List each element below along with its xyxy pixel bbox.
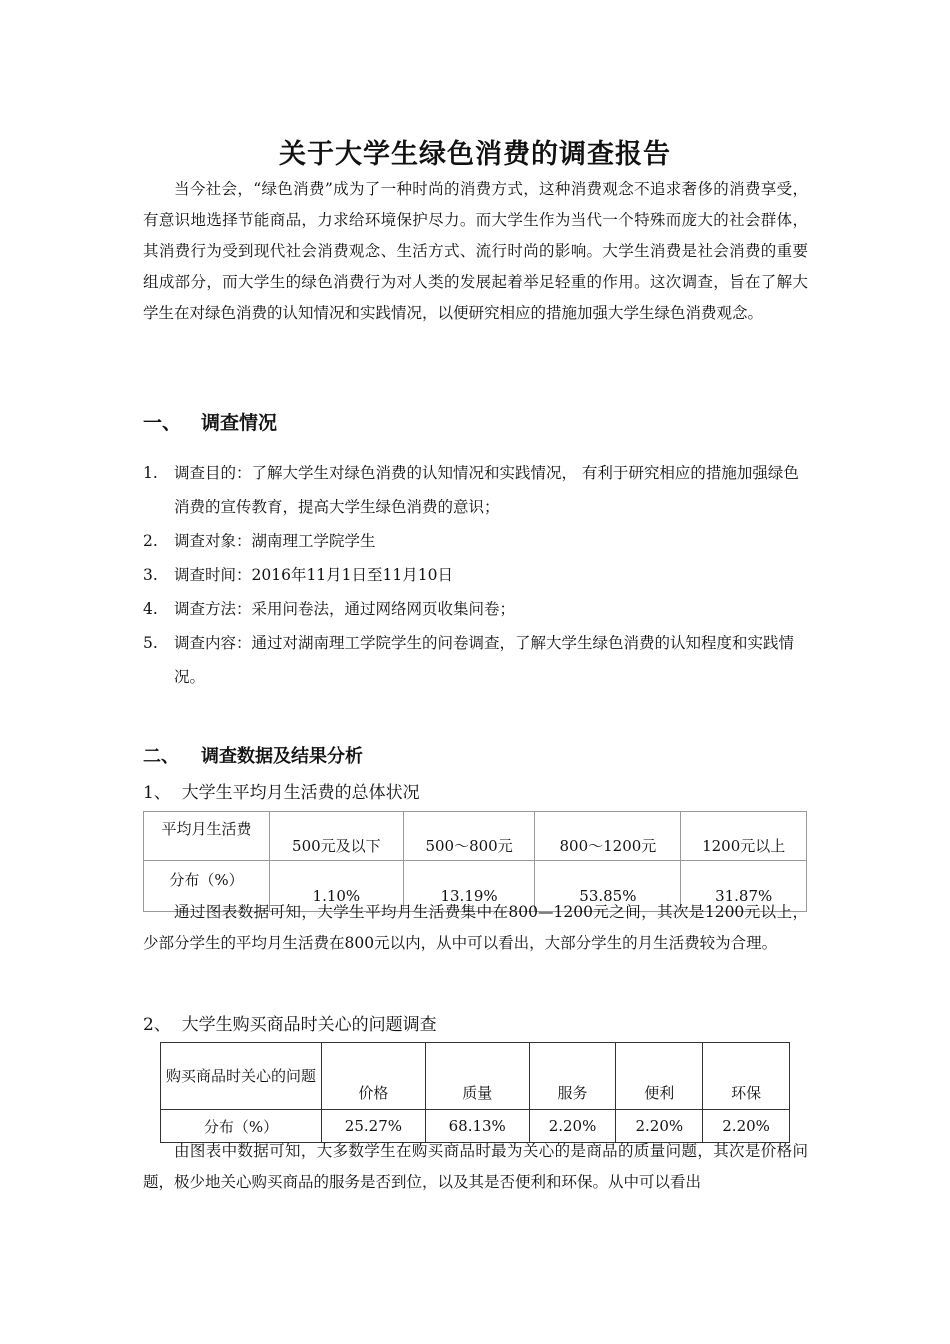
section-number: 一、 (143, 412, 182, 434)
table-header-cell: 500～800元 (403, 812, 535, 861)
list-text: 调查内容：通过对湖南理工学院学生的问卷调查，了解大学生绿色消费的认知程度和实践情况。 (174, 634, 795, 686)
table-row-label: 分布（%） (161, 1110, 322, 1143)
table-header-cell: 1200元以上 (681, 812, 807, 861)
purchase-concern-table (160, 1042, 790, 1143)
section-title: 调查情况 (201, 412, 278, 434)
subsection-title: 大学生平均月生活费的总体状况 (181, 783, 420, 803)
table-header-cell: 服务 (529, 1043, 616, 1110)
intro-paragraph: 当今社会，“绿色消费”成为了一种时尚的消费方式，这种消费观念不追求奢侈的消费享受，有意识地选择节能商品，力求给环境保护尽力。而大学生作为当代一个特殊而庞大的社会群体，其消费行为受到现代社会消费观念、生活方式、流行时尚的影响。大学生消费是社会消费的重要组成部分，而大学生的绿色消费行为对人类的发展起着举足轻重的作用。这次调查，旨在了解大学生在对绿色消费的认知情况和实践情况，以便研究相应的措施加强大学生绿色消费观念。 (143, 180, 808, 322)
table-cell: 31.87% (681, 861, 807, 912)
table-cell: 68.13% (425, 1110, 529, 1143)
table-cell: 2.20% (703, 1110, 790, 1143)
section-title: 调查数据及结果分析 (201, 746, 363, 767)
subsection-number: 1、 (143, 783, 171, 803)
analysis-paragraph-1: 通过图表数据可知，大学生平均月生活费集中在800—1200元之间，其次是1200元以上，少部分学生的平均月生活费在800元以内，从中可以看出，大部分学生的月生活费较为合理。 (143, 903, 808, 952)
list-item (143, 524, 808, 558)
table-header-cell: 环保 (703, 1043, 790, 1110)
survey-info-list (143, 456, 808, 694)
table-header-cell: 800～1200元 (535, 812, 681, 861)
list-item (143, 558, 808, 592)
table-row-label: 分布（%） (144, 861, 270, 912)
section-heading-1 (143, 408, 277, 435)
list-text: 调查时间：2016年11月1日至11月10日 (174, 566, 453, 584)
list-text: 调查对象：湖南理工学院学生 (174, 532, 376, 550)
list-number: 4. (143, 600, 158, 618)
table-header-label: 平均月生活费 (144, 812, 270, 861)
table-cell: 25.27% (322, 1110, 426, 1143)
table-cell: 13.19% (403, 861, 535, 912)
list-number: 5. (143, 634, 158, 652)
list-number: 3. (143, 566, 158, 584)
table-header-row (144, 812, 807, 861)
list-text: 调查方法：采用问卷法，通过网络网页收集问卷； (174, 600, 516, 618)
table-header-cell: 便利 (616, 1043, 703, 1110)
list-item (143, 456, 808, 524)
table-header-label: 购买商品时关心的问题 (161, 1043, 322, 1110)
page-title: 关于大学生绿色消费的调查报告 (279, 139, 671, 170)
analysis-paragraph-2: 由图表中数据可知，大多数学生在购买商品时最为关心的是商品的质量问题，其次是价格问题，极少地关心购买商品的服务是否到位，以及其是否便利和环保。从中可以看出 (143, 1142, 808, 1191)
subsection-number: 2、 (143, 1015, 171, 1035)
table-header-cell: 价格 (322, 1043, 426, 1110)
subsection-heading-1 (143, 778, 420, 803)
table-header-cell: 500元及以下 (270, 812, 404, 861)
list-number: 2. (143, 532, 158, 550)
list-number: 1. (143, 464, 158, 482)
table-cell: 53.85% (535, 861, 681, 912)
list-item (143, 626, 808, 694)
subsection-heading-2 (143, 1010, 437, 1035)
table-header-cell: 质量 (425, 1043, 529, 1110)
table-cell: 1.10% (270, 861, 404, 912)
list-item (143, 592, 808, 626)
table-cell: 2.20% (529, 1110, 616, 1143)
table-cell: 2.20% (616, 1110, 703, 1143)
section-heading-2 (143, 742, 363, 768)
table-header-row (161, 1043, 790, 1110)
list-text: 调查目的：了解大学生对绿色消费的认知情况和实践情况， 有利于研究相应的措施加强绿色消费的宣传教育，提高大学生绿色消费的意识； (174, 464, 799, 516)
subsection-title: 大学生购买商品时关心的问题调查 (181, 1015, 437, 1035)
section-number: 二、 (143, 746, 179, 767)
